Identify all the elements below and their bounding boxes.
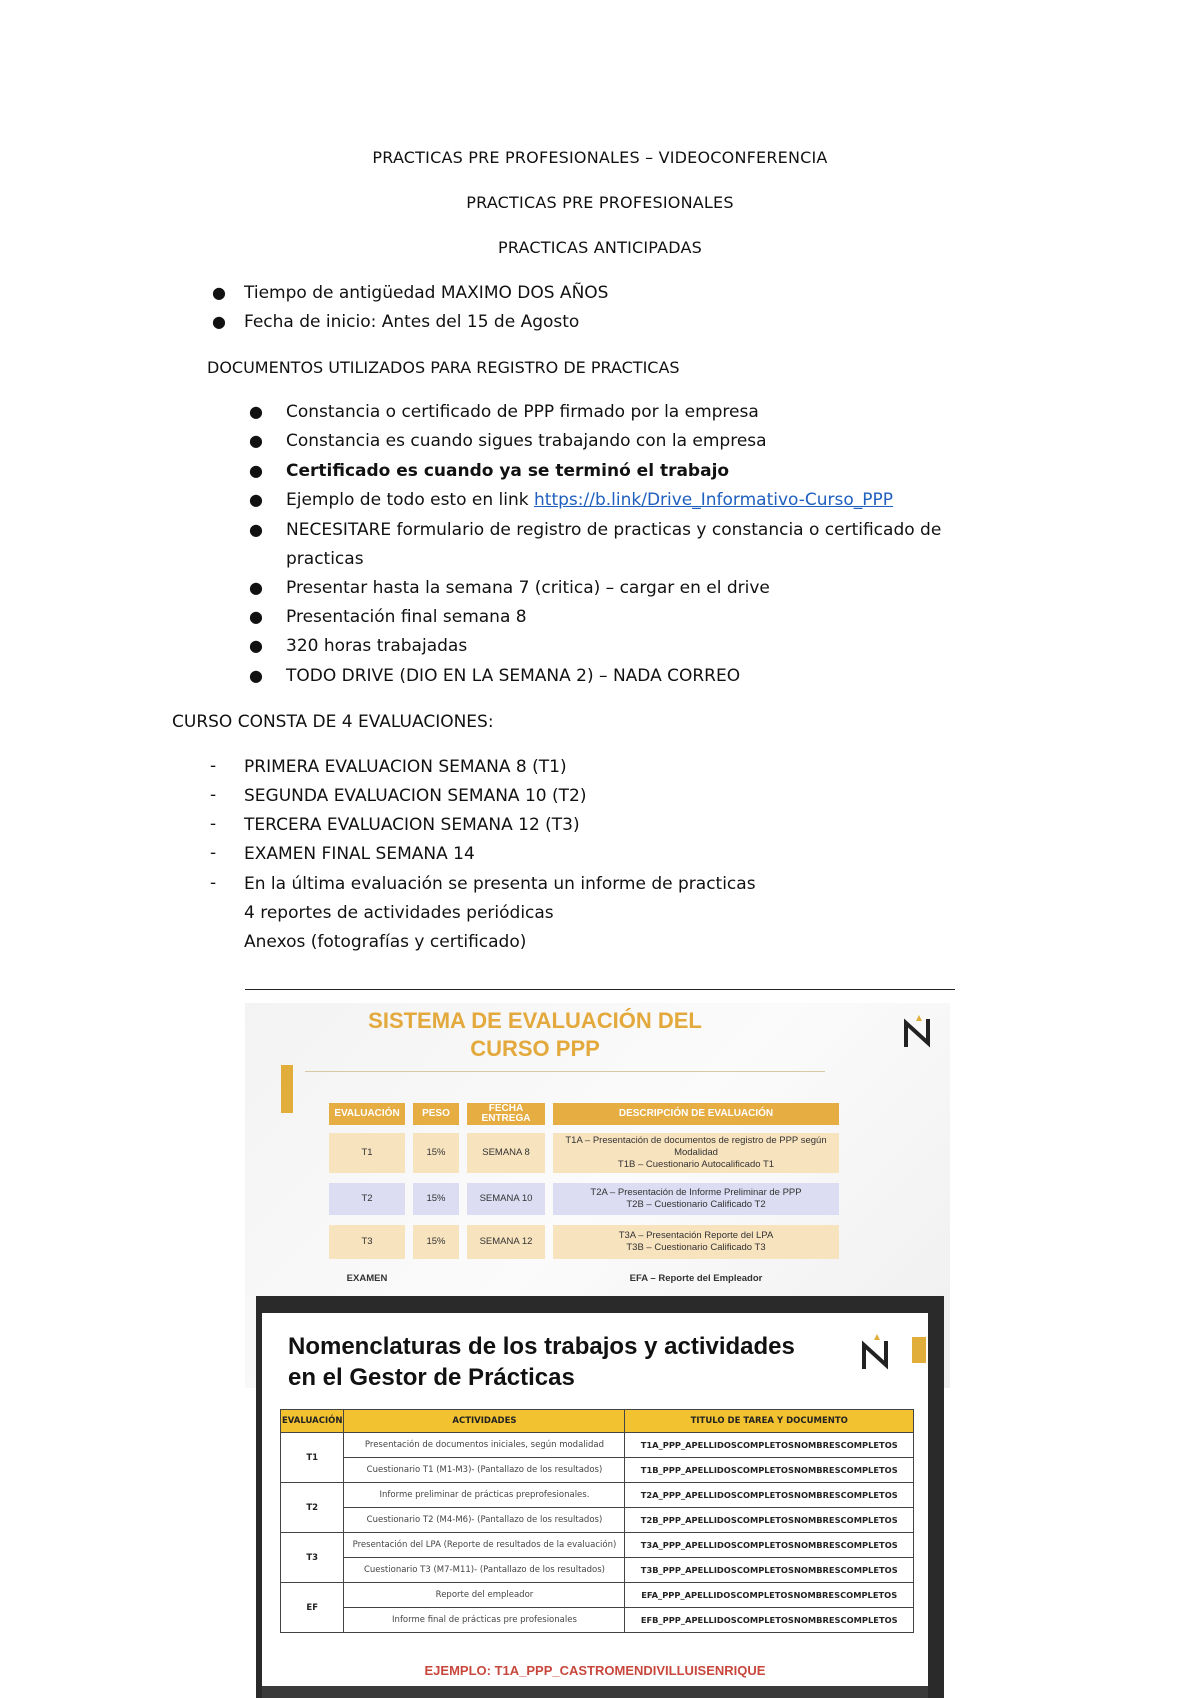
description-line: T1A – Presentación de documentos de registro de PPP según Modalidad [565,1135,827,1158]
bullet-icon: ● [249,607,263,626]
table-row [281,1483,914,1508]
code-cell: T2A_PPP_APELLIDOSCOMPLETOSNOMBRESCOMPLETOS [625,1483,914,1508]
slide2-title [288,1331,795,1393]
dash-marker: - [210,843,217,863]
table-row [281,1433,914,1458]
dash-marker: - [210,785,217,805]
list-item: Presentar hasta la semana 7 (critica) – cargar en el drive [286,578,770,598]
description-line: T2B – Cuestionario Calificado T2 [626,1199,766,1210]
table-cell-partial: EXAMEN [346,1273,388,1284]
horizontal-divider [245,989,955,990]
table-cell: 15% [413,1225,459,1259]
slide1-title-line: SISTEMA DE EVALUACIÓN DEL [368,1008,702,1033]
slide2-title-line: Nomenclaturas de los trabajos y actividades [288,1333,795,1360]
evaluation-cell: T2 [281,1483,344,1533]
table-header: TITULO DE TAREA Y DOCUMENTO [625,1410,914,1433]
code-cell: T3B_PPP_APELLIDOSCOMPLETOSNOMBRESCOMPLETOS [625,1558,914,1583]
example-caption: EJEMPLO: T1A_PPP_CASTROMENDIVILLUISENRIQUE [424,1663,766,1678]
table-row [281,1608,914,1633]
code-cell: EFA_PPP_APELLIDOSCOMPLETOSNOMBRESCOMPLETOS [625,1583,914,1608]
table-row [281,1508,914,1533]
dash-marker: - [210,756,217,776]
table-row [281,1558,914,1583]
code-cell: T1A_PPP_APELLIDOSCOMPLETOSNOMBRESCOMPLETOS [625,1433,914,1458]
table-cell: 15% [413,1133,459,1173]
bullet-icon: ● [249,636,263,655]
description-line: T3B – Cuestionario Calificado T3 [626,1242,766,1253]
slide1-divider [305,1071,825,1072]
activity-cell: Reporte del empleador [344,1583,625,1608]
list-item: Tiempo de antigüedad MAXIMO DOS AÑOS [244,283,609,303]
evaluation-cell: EF [281,1583,344,1633]
list-item: Constancia o certificado de PPP firmado por la empresa [286,402,759,422]
list-item: PRIMERA EVALUACION SEMANA 8 (T1) [244,757,567,777]
table-cell [553,1133,839,1173]
subtitle: PRACTICAS PRE PROFESIONALES [466,193,734,212]
table-row [281,1458,914,1483]
list-item: Presentación final semana 8 [286,607,527,627]
code-cell: T1B_PPP_APELLIDOSCOMPLETOSNOMBRESCOMPLETOS [625,1458,914,1483]
activity-cell: Presentación del LPA (Reporte de resultados de la evaluación) [344,1533,625,1558]
nomenclature-table [280,1409,914,1633]
list-item-continuation: Anexos (fotografías y certificado) [244,932,527,952]
table-row [281,1533,914,1558]
table-header: EVALUACIÓN [281,1410,344,1433]
list-item: Fecha de inicio: Antes del 15 de Agosto [244,312,580,332]
bullet-icon: ● [249,402,263,421]
table-cell: T2 [329,1183,405,1215]
activity-cell: Cuestionario T1 (M1-M3)- (Pantallazo de los resultados) [344,1458,625,1483]
list-item-continuation: 4 reportes de actividades periódicas [244,903,554,923]
university-logo-icon [860,1331,894,1373]
section-title-curso: CURSO CONSTA DE 4 EVALUACIONES: [172,712,494,732]
list-item: Constancia es cuando sigues trabajando con la empresa [286,431,767,451]
table-cell: SEMANA 8 [467,1133,545,1173]
list-item [286,489,893,511]
gold-accent [281,1065,293,1113]
evaluation-cell: T1 [281,1433,344,1483]
drive-link[interactable]: https://b.link/Drive_Informativo-Curso_PPP [534,490,894,510]
activity-cell: Presentación de documentos iniciales, según modalidad [344,1433,625,1458]
table-cell: SEMANA 12 [467,1225,545,1259]
slide2-title-line: en el Gestor de Prácticas [288,1364,575,1391]
code-cell: EFB_PPP_APELLIDOSCOMPLETOSNOMBRESCOMPLETOS [625,1608,914,1633]
table-header: ACTIVIDADES [344,1410,625,1433]
table-header: DESCRIPCIÓN DE EVALUACIÓN [553,1103,839,1125]
list-item: En la última evaluación se presenta un informe de practicas [244,874,756,894]
slide1-title [325,1007,745,1063]
list-item: 320 horas trabajadas [286,636,468,656]
list-item: TERCERA EVALUACION SEMANA 12 (T3) [244,815,580,835]
code-cell: T2B_PPP_APELLIDOSCOMPLETOSNOMBRESCOMPLETOS [625,1508,914,1533]
bullet-icon: ● [249,431,263,450]
activity-cell: Cuestionario T3 (M7-M11)- (Pantallazo de los resultados) [344,1558,625,1583]
section-title-anticipadas: PRACTICAS ANTICIPADAS [497,238,702,257]
table-row [281,1583,914,1608]
gold-accent [912,1337,926,1363]
description-line: T1B – Cuestionario Autocalificado T1 [617,1159,775,1170]
list-item-text: Ejemplo de todo esto en link [286,490,535,510]
list-item: TODO DRIVE (DIO EN LA SEMANA 2) – NADA CORREO [286,666,741,686]
table-cell: T1 [329,1133,405,1173]
list-item: SEGUNDA EVALUACION SEMANA 10 (T2) [244,786,587,806]
table-cell [553,1225,839,1259]
bullet-icon: ● [249,520,263,539]
dash-marker: - [210,814,217,834]
table-cell: SEMANA 10 [467,1183,545,1215]
table-header: FECHA ENTREGA [467,1103,545,1125]
evaluation-cell: T3 [281,1533,344,1583]
bullet-icon: ● [212,312,226,331]
list-item: Certificado es cuando ya se terminó el trabajo [286,461,730,481]
table-header: PESO [413,1103,459,1125]
university-logo-icon [902,1013,936,1051]
slide-nomenclaturas [262,1313,928,1698]
table-cell [553,1183,839,1215]
slide1-title-line: CURSO PPP [470,1036,600,1061]
bullet-icon: ● [249,490,263,509]
list-item-continuation: practicas [286,549,364,569]
activity-cell: Informe final de prácticas pre profesionales [344,1608,625,1633]
page-title: PRACTICAS PRE PROFESIONALES – VIDEOCONFERENCIA [372,148,828,167]
bullet-icon: ● [212,283,226,302]
activity-cell: Cuestionario T2 (M4-M6)- (Pantallazo de los resultados) [344,1508,625,1533]
dash-marker: - [210,873,217,893]
list-item: EXAMEN FINAL SEMANA 14 [244,844,475,864]
table-cell: 15% [413,1183,459,1215]
section-title-documentos: DOCUMENTOS UTILIZADOS PARA REGISTRO DE PRACTICAS [207,358,680,377]
bullet-icon: ● [249,578,263,597]
table-cell-partial: EFA – Reporte del Empleador [629,1273,763,1284]
bullet-icon: ● [249,666,263,685]
table-cell: T3 [329,1225,405,1259]
bullet-icon: ● [249,461,263,480]
description-line: T2A – Presentación de Informe Preliminar de PPP [590,1187,802,1198]
code-cell: T3A_PPP_APELLIDOSCOMPLETOSNOMBRESCOMPLETOS [625,1533,914,1558]
description-line: T3A – Presentación Reporte del LPA [618,1230,774,1241]
table-header-row [281,1410,914,1433]
activity-cell: Informe preliminar de prácticas preprofesionales. [344,1483,625,1508]
list-item: NECESITARE formulario de registro de practicas y constancia o certificado de [286,520,942,540]
screen-share-bar [262,1686,928,1698]
table-header: EVALUACIÓN [329,1103,405,1125]
